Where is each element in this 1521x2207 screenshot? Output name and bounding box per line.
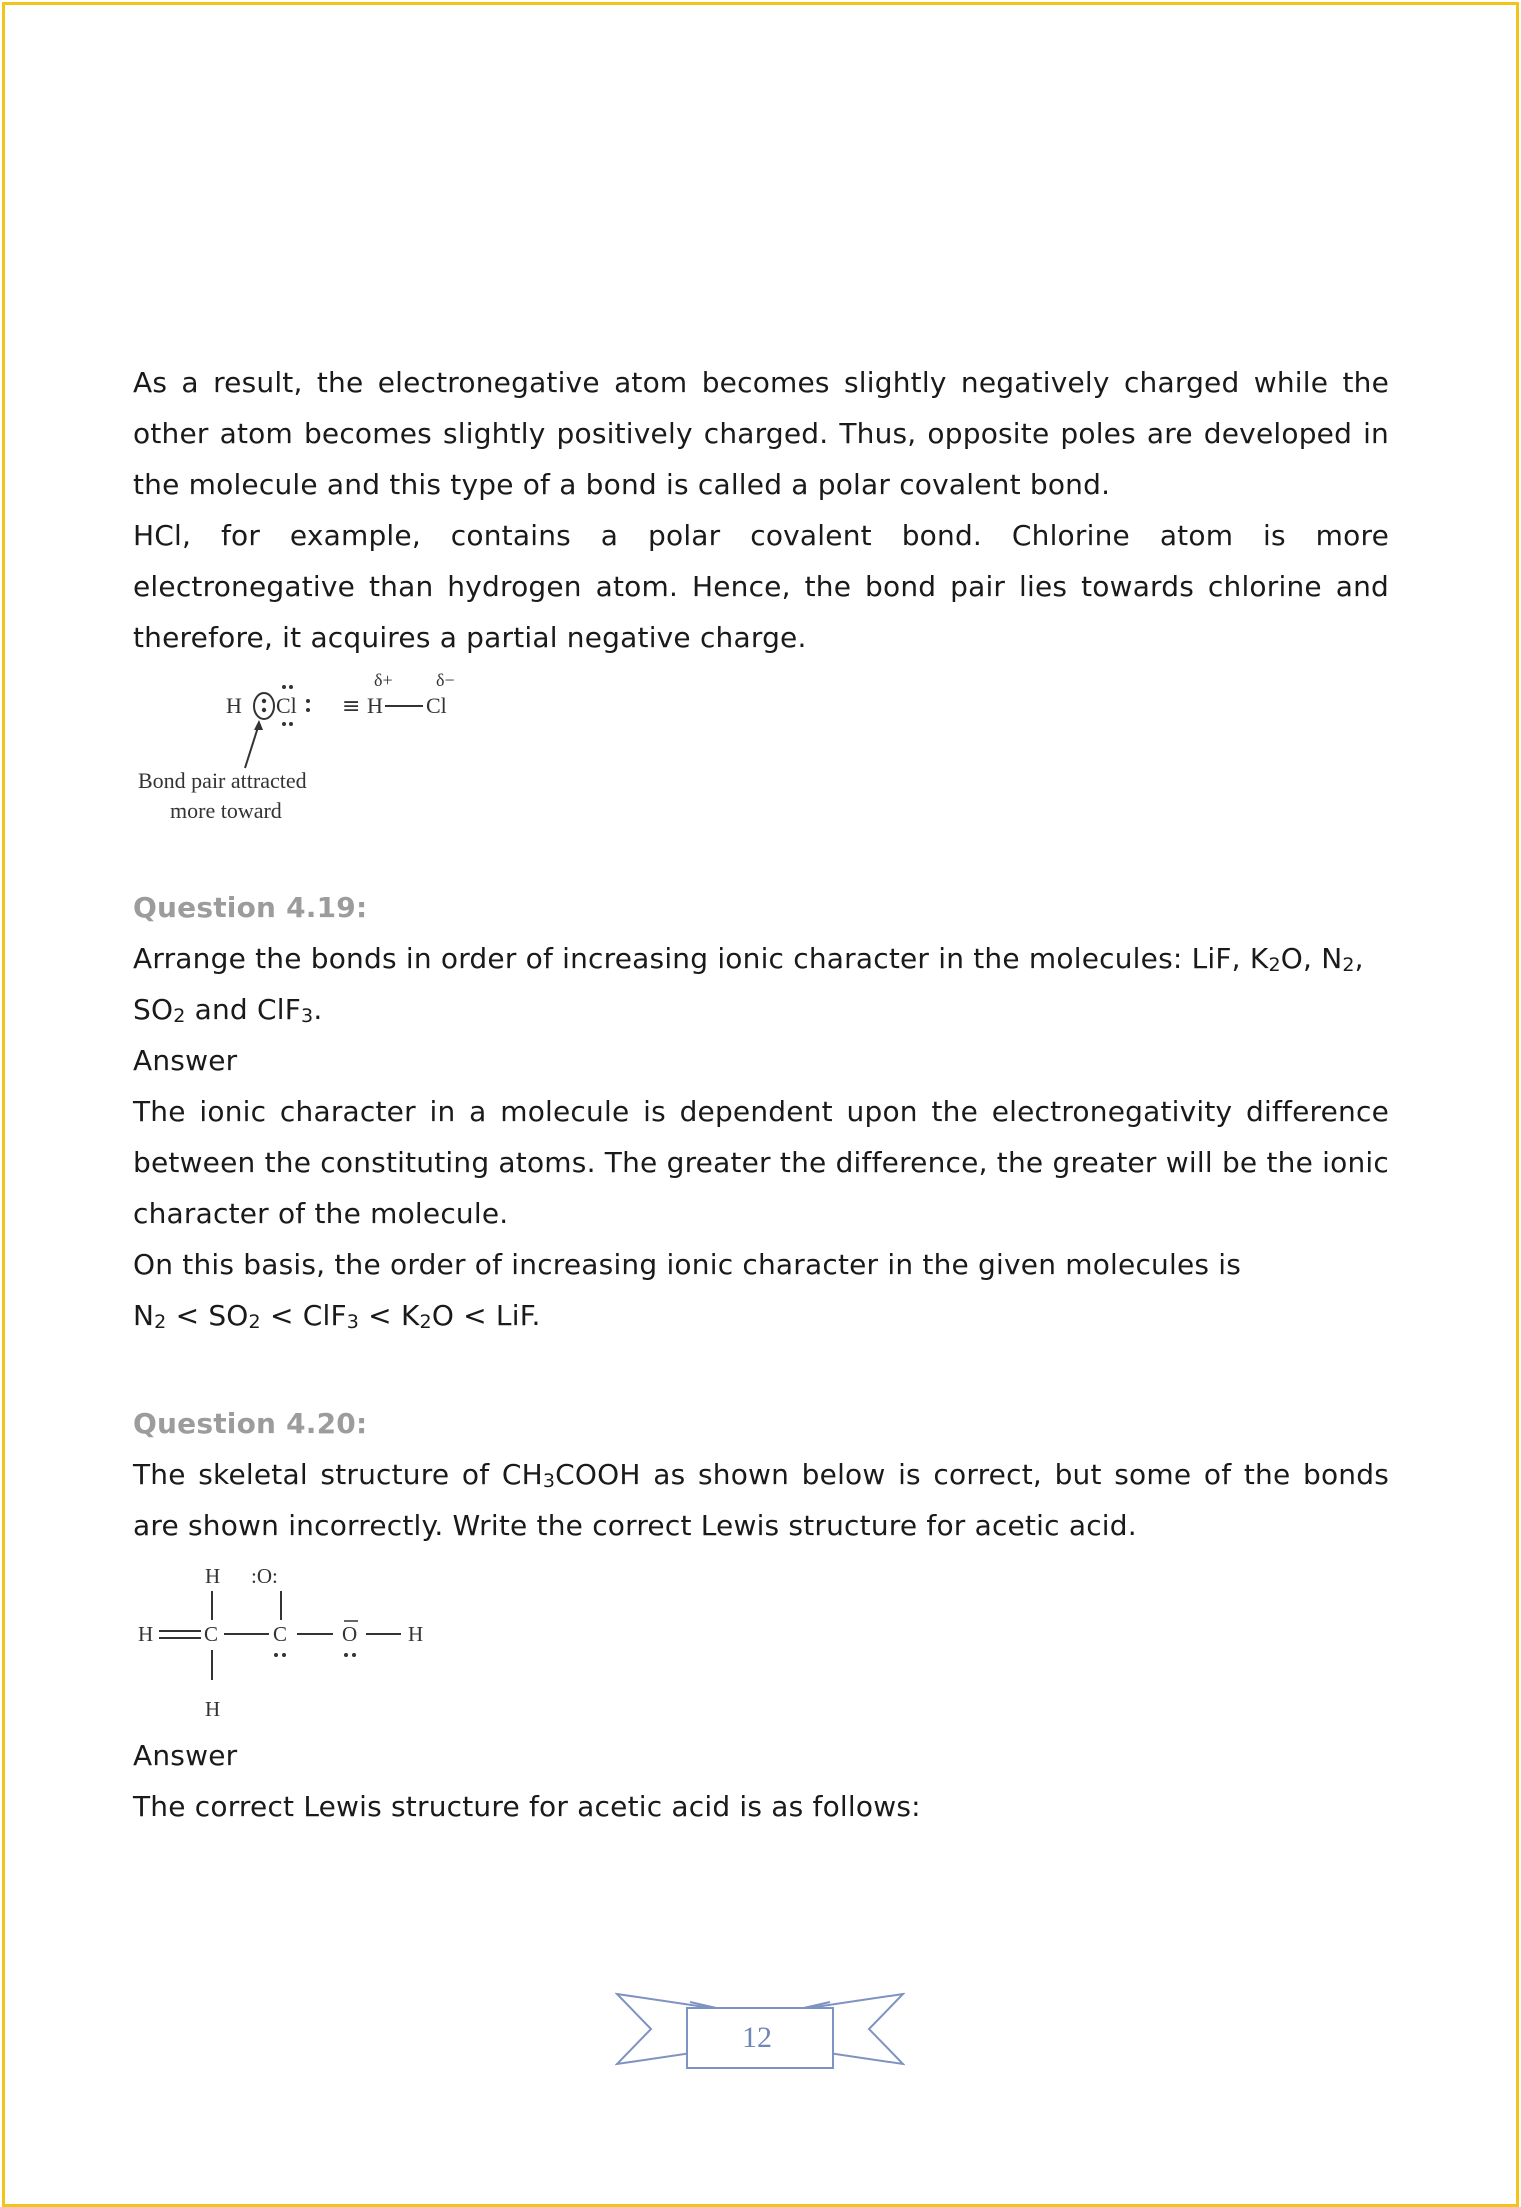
delta-minus-label: δ− xyxy=(436,670,455,690)
acetic-h-bottom: H xyxy=(205,1697,221,1721)
acetic-h-top: H xyxy=(205,1564,221,1588)
question-4-20-answer-label: Answer xyxy=(133,1739,238,1772)
question-4-20-text: The skeletal structure of $CH_3COOH$ as shown below is correct, but some of the bonds are shown incorrectly. Write the correct Lewis structure for acetic acid. xyxy=(133,1458,1389,1542)
equivalence-sign: ≡ xyxy=(342,694,361,719)
question-4-19-order: $N_2 < SO_2 < ClF_3 < K_2O$ < LiF. xyxy=(133,1299,541,1333)
arrow-line xyxy=(245,724,259,768)
caption-line-2: more toward xyxy=(170,798,282,823)
acetic-h-right: H xyxy=(408,1622,424,1646)
hcl-h-label: H xyxy=(226,693,242,718)
question-4-19-answer-basis: On this basis, the order of increasing ionic character in the given molecules is xyxy=(133,1248,1242,1281)
delta-plus-label: δ+ xyxy=(374,670,393,690)
intro-paragraph-1: As a result, the electronegative atom becomes slightly negatively charged while the other atom becomes slightly positively charged. Thus, opposite poles are developed in the molecule and this type of a bond is called a polar covalent bond. xyxy=(133,366,1389,501)
caption-line-1: Bond pair attracted xyxy=(138,768,307,793)
question-4-20-answer xyxy=(133,1730,1389,1832)
question-4-20-heading: Question 4.20: xyxy=(133,1407,368,1440)
intro-section xyxy=(133,357,1389,663)
question-4-20 xyxy=(133,1398,1389,1551)
intro-paragraph-2: HCl, for example, contains a polar covalent bond. Chlorine atom is more electronegative than hydrogen atom. Hence, the bond pair lies towards chlorine and therefore, it acquires a partial negative charge. xyxy=(133,519,1389,654)
acetic-acid-skeletal-figure xyxy=(133,1558,453,1733)
arrow-head xyxy=(254,720,263,730)
acetic-c2: C xyxy=(273,1622,288,1646)
question-4-19-answer-paragraph: The ionic character in a molecule is dependent upon the electronegativity difference between the constituting atoms. The greater the difference, the greater will be the ionic character of the molecule. xyxy=(133,1095,1389,1230)
question-4-20-answer-text: The correct Lewis structure for acetic acid is as follows: xyxy=(133,1790,921,1823)
hcl-h2-label: H xyxy=(367,693,383,718)
acetic-o-right: O xyxy=(342,1622,358,1646)
acetic-h-left: H xyxy=(138,1622,154,1646)
hcl-polar-bond-figure xyxy=(133,668,493,828)
hcl-cl-label: Cl xyxy=(276,693,297,718)
question-4-19-heading: Question 4.19: xyxy=(133,891,368,924)
bond-pair-circle xyxy=(254,693,274,719)
acetic-o-top: :O: xyxy=(251,1564,278,1588)
question-4-19 xyxy=(133,882,1389,1341)
hcl-cl2-label: Cl xyxy=(426,693,447,718)
question-4-19-answer-label: Answer xyxy=(133,1044,238,1077)
question-4-19-text: Arrange the bonds in order of increasing ionic character in the molecules: LiF, $K_2O$, $N_2$, $SO_2$ and ClF$_3$. xyxy=(133,942,1364,1027)
acetic-c1: C xyxy=(204,1622,219,1646)
page-number: 12 xyxy=(742,2021,772,2054)
